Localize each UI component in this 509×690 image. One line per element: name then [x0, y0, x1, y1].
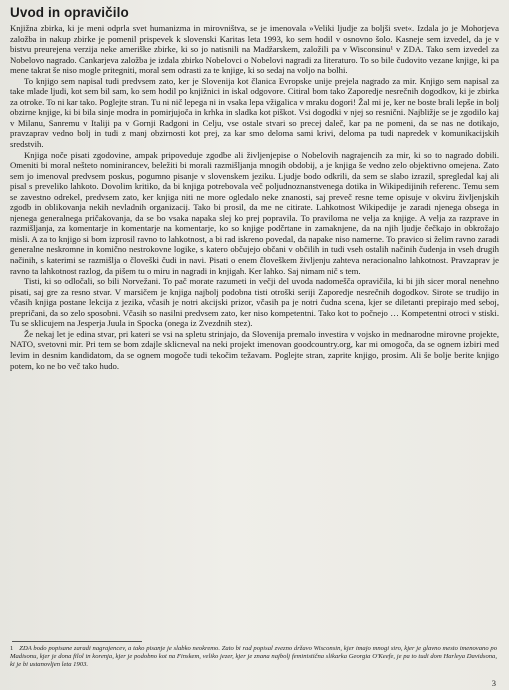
footnote-number: 1 — [10, 645, 14, 652]
page-number: 3 — [491, 678, 496, 688]
paragraph-3: Knjiga noče pisati zgodovine, ampak pripoveduje zgodbe ali življenjepise o Nobelovih nagrajencih za mir, ki so to nagrado dobili. Omeniti bi moral nešteto nominirancev, beležiti bi morali razmišljanja mnogih obdobij, a je knjiga še vedno zelo objektivno omejena. Zato sem jo imenoval predvsem poskus, pogumno pisanje v slovenskem jeziku. Ljudje bodo odkrili, da sem se slabo izrazil, spregledal kaj ali pisal s preveliko lahkoto. Dovolim kritiko, da bi knjiga potrebovala več poljudnoznanstvenega dotika in Wikipedijinih referenc. Temu sem se zavestno odrekel, predvsem zato, ker knjiga niti ne more ogledalo neke znanosti, saj preveč resne teme opisuje v okviru življenjskih zgodb in oblikovanja nekih nevladnih organizacij. Tako bi prosil, da me ne citirate. Lahkotnost Wikipedije je zaradi njenega obsega in njenega generalnega pričakovanja, da se bo vsaka napaka slej ko prej popravila. To praviloma ne velja za knjige. A velja za razprave in razmišljanja, za komentarje in komentarje na komentarje, ko so knjige podčrtane in zamaknjene, da na njih ljudje čečkajo in obkrožajo misli. A za to knjigo si bom izprosil ravno to lahkotnost, a bi rad iskreno povedal, da napake niso namerne. To pravico si želim ravno zaradi generalne neskromne in komično nestrokovne logike, s katero občujejo občani v občilih in tudi vseh ostalih načinih čudenja in vseh drugih načinih, s katerimi se razmišlja o človeški čudi in navi. Pisati o enem človeškem življenju zahteva neracionalno lahkotnost. Pravzaprav je ravno ta lahkotnost razlog, da pišem tu o miru in nagradi in knjigah. Ker lahko. Saj nimam nič s tem. — [10, 149, 499, 276]
paragraph-4: Tisti, ki so odločali, so bili Norvežani. To pač morate razumeti in večji del uvoda nadomešča opravičila, ki bi jih sicer moral nenehno pisati, saj gre za resno stvar. V marsičem je knjiga najbolj podobna tisti otroški seriji Zaporedje nesrečnih dogodkov. Sirote se trudijo in včasih knjiga postane lekcija z jezika, včasih je notri akcijski prizor, včasih pa je notri čudna scena, kjer se diletanti prepirajo med seboj, prepričani, da so zelo sposobni. Včasih so nasilni predvsem zato, ker niso kompetentni. Tako kot to počnejo … Kompetentni otroci v stiski. Tu se sklicujem na Jesperja Juula in Spocka (onega iz Zvezdnih stez). — [10, 276, 499, 329]
footnote — [10, 645, 497, 670]
body-text — [10, 23, 499, 371]
footnote-divider — [12, 641, 142, 642]
paragraph-2: To knjigo sem napisal tudi predvsem zato, ker je Slovenija kot članica Evropske unije prejela nagrado za mir. Knjigo sem napisal za take mlade ljudi, kot sem bil sam, ko sem hodil po knjižnici in iskal odgovore. Citiral bom tako Zaporedje nesrečnih dogodkov, ki je zbirka za otroke. To ni kar tako. Poglejte stran. Tu ni nič lepega ni in vsaka lepa vžigalica v mraku dogori! Žal mi je, ker ne boste brali lepše in bolj obzirne knjige, ki bi bila sinje modra in pomirjujoča in krhka in sladka kot piškot. Vsi dogodki v njej so resnični. Najbližje se je zgodilo kaj v Milanu, Sanremu v Italiji pa v Gornji Radgoni in Celju, vse ostale stvari so precej daleč, kar pa ne pomeni, da se nas ne dotikajo, pravzaprav vedno bolj in tudi z manj obzirnosti kot prej, za kar smo deloma sami krivi, deloma pa tudi napredek v komunikacijskih sredstvih. — [10, 75, 499, 150]
chapter-title: Uvod in opravičilo — [10, 5, 129, 20]
footnote-text: ZDA bodo popisane zaradi nagrajencev, a tako pisanje je slabko neokremo. Zato bi rad popisal zvezno državo Wisconsin, kjer imajo mnogi siro, kjer je glavno mesto imenovano po Madisonu, kjer je dona filol in korenja, kjer je podobno kot na Finskem, veliko jezer, kjer je znana najbolj feministična slikarka Georgia O'Keefe, je pa to tudi dom Harleya Davidsona, ki je bi ustanovljen leta 1903. — [10, 645, 497, 669]
paragraph-1: Knjižna zbirka, ki je meni odprla svet humanizma in mirovništva, se je imenovala »Veliki ljudje za boljši svet«. Izdala jo je Mohorjeva založba in nakup zbirke je pomenil prispevek k slovenski Karitas leta 1993, ko sem hodil v osnovno šolo. Kasneje sem izvedel, da je v bistvu preurejena verzija neke ameriške zbirke, ki so jo natisnili na Madžarskem, založili pa v Wisconsinu¹ v ZDA. Tako sem izvedel za Nobelovo nagrado. Cankarjeva založba je izdala zbirko Nobelovci o Nobelovi nagradi za literaturo. To so bile čudovito vezane knjige, ki pa mene takrat še niso mogle pritegniti, moral sem odrasti za te knjige, ki so sedaj na voljo na bolhi. — [10, 23, 499, 76]
paragraph-5: Že nekaj let je edina stvar, pri kateri se vsi na spletu strinjajo, da Slovenija premalo investira v vojsko in mednarodne mirovne projekte, NATO, svetovni mir. Pri tem se bom zdajle sklicneval na neki projekt imenovan goodcountry.org, kar mi omogoča, da se ognem izbiri med levim in desnim kandidatom, da se ognem mogoče tudi tekočim težavam. Poglejte stran, zaprite knjigo, prosim. Ali še bolje berite knjigo potem, ko ne bo več tako hudo. — [10, 328, 499, 371]
